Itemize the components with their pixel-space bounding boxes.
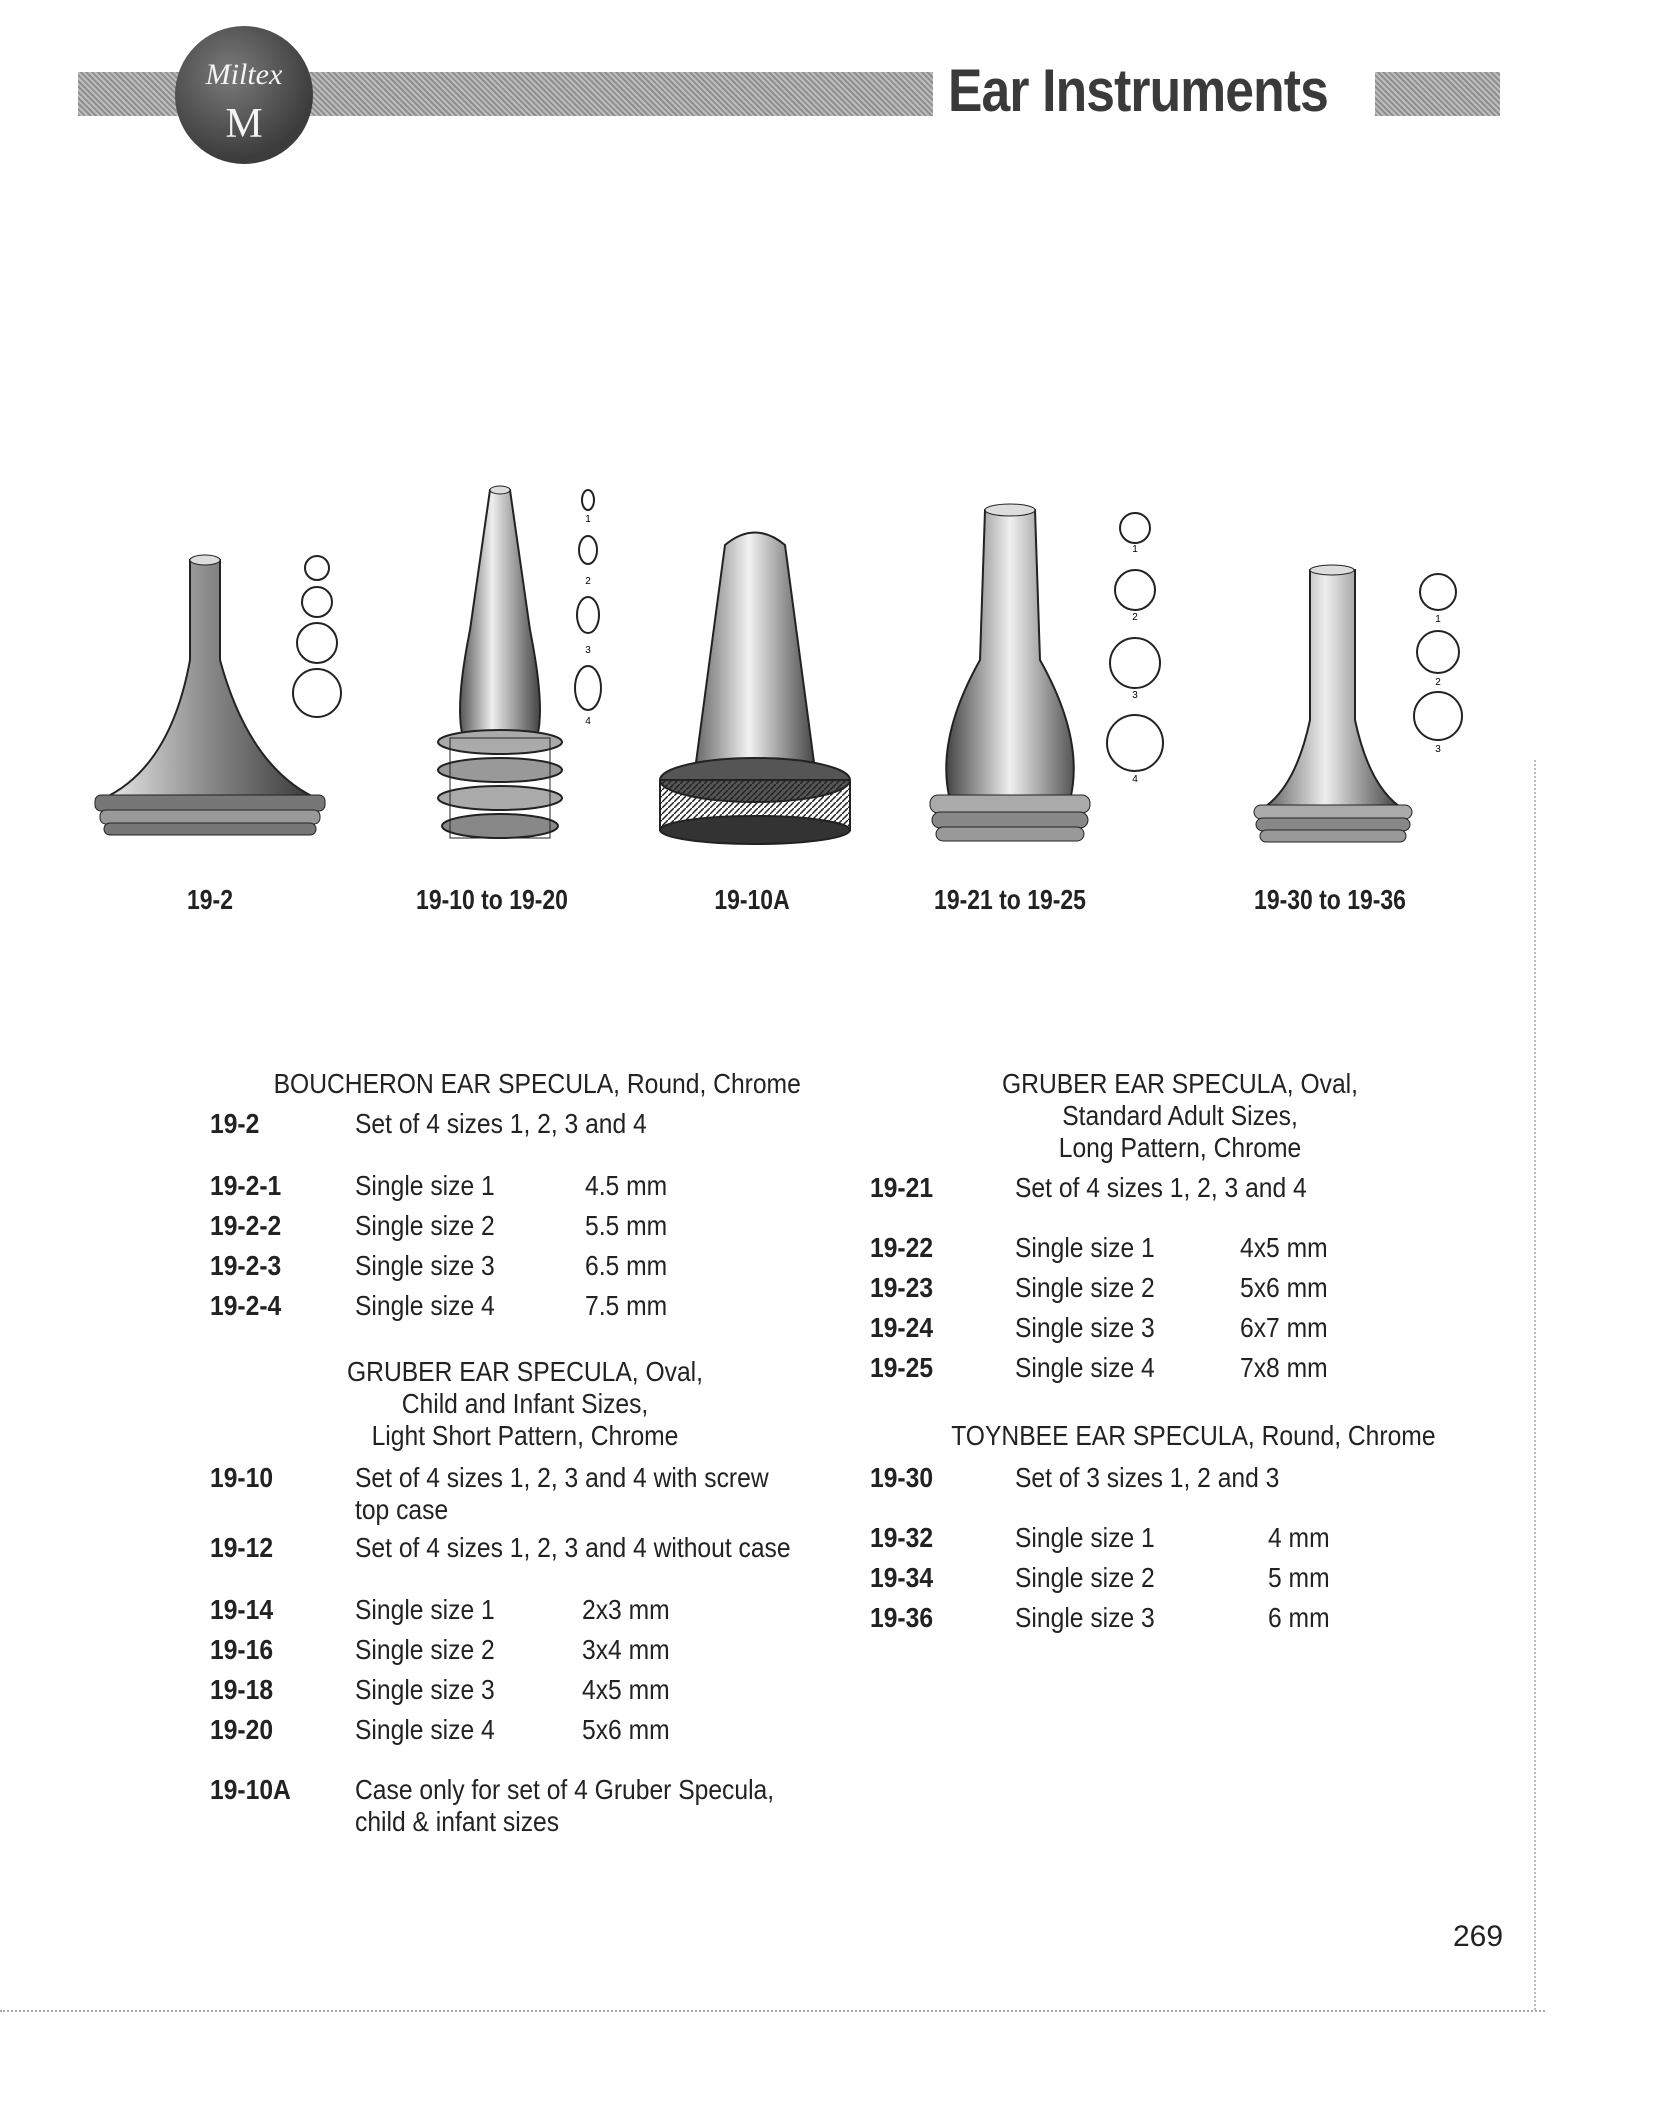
item-size: 6.5 mm	[585, 1250, 668, 1281]
item-code: 19-14	[210, 1594, 274, 1625]
fig4-mark-3: 3	[1132, 690, 1138, 701]
gruber-adult-speculum-illustration	[910, 490, 1180, 880]
item-size: 7.5 mm	[585, 1290, 668, 1321]
item-code: 19-22	[870, 1232, 934, 1263]
boucheron-speculum-illustration	[90, 540, 360, 880]
item-code: 19-20	[210, 1714, 274, 1745]
footer-divider	[0, 2010, 1545, 2012]
item-code: 19-32	[870, 1522, 934, 1553]
item-desc: Single size 1	[1015, 1522, 1155, 1553]
item-code: 19-24	[870, 1312, 934, 1343]
page-edge-divider	[1534, 760, 1536, 2010]
item-code: 19-2-2	[210, 1210, 282, 1241]
item-code: 19-2-1	[210, 1170, 282, 1201]
item-size: 4x5 mm	[582, 1674, 670, 1705]
item-desc: Set of 4 sizes 1, 2, 3 and 4 without case	[355, 1532, 791, 1563]
item-code: 19-2	[210, 1108, 260, 1139]
item-desc: Single size 3	[1015, 1602, 1155, 1633]
item-desc: Single size 4	[355, 1714, 495, 1745]
gruber-adult-title-line1: GRUBER EAR SPECULA, Oval,	[1001, 1068, 1359, 1099]
item-size: 5x6 mm	[582, 1714, 670, 1745]
figure-label-19-10a: 19-10A	[714, 884, 790, 915]
item-desc: Single size 3	[355, 1674, 495, 1705]
gruber-adult-title-line2: Standard Adult Sizes,	[1062, 1100, 1298, 1131]
item-code: 19-18	[210, 1674, 274, 1705]
gruber-child-title-line1: GRUBER EAR SPECULA, Oval,	[346, 1356, 704, 1387]
item-desc: Single size 2	[355, 1210, 495, 1241]
boucheron-section-title: BOUCHERON EAR SPECULA, Round, Chrome	[273, 1068, 801, 1099]
item-code: 19-30	[870, 1462, 934, 1493]
miltex-logo	[175, 26, 313, 164]
item-code: 19-36	[870, 1602, 934, 1633]
fig4-mark-4: 4	[1132, 774, 1138, 785]
item-desc: Set of 3 sizes 1, 2 and 3	[1015, 1462, 1280, 1493]
item-size: 4 mm	[1268, 1522, 1330, 1553]
fig2-mark-1: 1	[585, 514, 591, 525]
gruber-adult-title-line3: Long Pattern, Chrome	[1058, 1132, 1302, 1163]
fig4-mark-2: 2	[1132, 612, 1138, 623]
item-size: 5x6 mm	[1240, 1272, 1328, 1303]
fig5-mark-3: 3	[1435, 744, 1441, 755]
page-number: 269	[1453, 1920, 1504, 1953]
item-size: 6x7 mm	[1240, 1312, 1328, 1343]
item-code: 19-34	[870, 1562, 934, 1593]
item-size: 2x3 mm	[582, 1594, 670, 1625]
item-code: 19-2-4	[210, 1290, 282, 1321]
item-desc: Single size 4	[1015, 1352, 1155, 1383]
item-desc: Single size 4	[355, 1290, 495, 1321]
gruber-child-speculum-illustration	[410, 480, 630, 880]
item-desc: Single size 3	[355, 1250, 495, 1281]
item-desc: Single size 2	[1015, 1272, 1155, 1303]
fig2-mark-3: 3	[585, 645, 591, 656]
item-desc-line2: top case	[355, 1494, 449, 1525]
page-title: Ear Instruments	[948, 57, 1328, 124]
item-size: 5 mm	[1268, 1562, 1330, 1593]
fig5-mark-1: 1	[1435, 614, 1441, 625]
item-size: 7x8 mm	[1240, 1352, 1328, 1383]
gruber-child-title-line2: Child and Infant Sizes,	[401, 1388, 649, 1419]
item-desc: Single size 1	[355, 1170, 495, 1201]
item-desc: Case only for set of 4 Gruber Specula,	[355, 1774, 775, 1805]
item-code: 19-12	[210, 1532, 274, 1563]
toynbee-section-title: TOYNBEE EAR SPECULA, Round, Chrome	[951, 1420, 1436, 1451]
figure-label-19-2: 19-2	[187, 884, 233, 915]
figure-label-19-10-to-19-20: 19-10 to 19-20	[416, 884, 568, 915]
item-code: 19-10A	[210, 1774, 291, 1805]
header-bar-left	[78, 72, 182, 116]
fig2-mark-2: 2	[585, 576, 591, 587]
fig4-mark-1: 1	[1132, 544, 1138, 555]
figure-label-19-21-to-19-25: 19-21 to 19-25	[934, 884, 1086, 915]
logo-brand: Miltex	[205, 58, 283, 91]
item-size: 4.5 mm	[585, 1170, 668, 1201]
item-size: 6 mm	[1268, 1602, 1330, 1633]
item-desc: Single size 1	[355, 1594, 495, 1625]
item-size: 3x4 mm	[582, 1634, 670, 1665]
gruber-case-illustration	[650, 520, 860, 880]
item-code: 19-23	[870, 1272, 934, 1303]
item-desc: Set of 4 sizes 1, 2, 3 and 4	[1015, 1172, 1307, 1203]
item-code: 19-25	[870, 1352, 934, 1383]
item-desc: Single size 2	[1015, 1562, 1155, 1593]
logo-letter: M	[225, 101, 263, 147]
item-code: 19-10	[210, 1462, 274, 1493]
header-bar-middle	[308, 72, 933, 116]
item-desc: Single size 1	[1015, 1232, 1155, 1263]
item-desc: Single size 3	[1015, 1312, 1155, 1343]
item-size: 5.5 mm	[585, 1210, 668, 1241]
item-code: 19-2-3	[210, 1250, 282, 1281]
fig2-mark-4: 4	[585, 716, 591, 727]
item-desc: Set of 4 sizes 1, 2, 3 and 4	[355, 1108, 647, 1139]
toynbee-speculum-illustration	[1230, 560, 1470, 880]
item-desc: Single size 2	[355, 1634, 495, 1665]
header-bar-right	[1375, 72, 1500, 116]
figure-label-19-30-to-19-36: 19-30 to 19-36	[1254, 884, 1406, 915]
item-size: 4x5 mm	[1240, 1232, 1328, 1263]
gruber-child-title-line3: Light Short Pattern, Chrome	[371, 1420, 679, 1451]
fig5-mark-2: 2	[1435, 677, 1441, 688]
item-code: 19-21	[870, 1172, 934, 1203]
item-desc-line2: child & infant sizes	[355, 1806, 560, 1837]
item-desc: Set of 4 sizes 1, 2, 3 and 4 with screw	[355, 1462, 769, 1493]
item-code: 19-16	[210, 1634, 274, 1665]
